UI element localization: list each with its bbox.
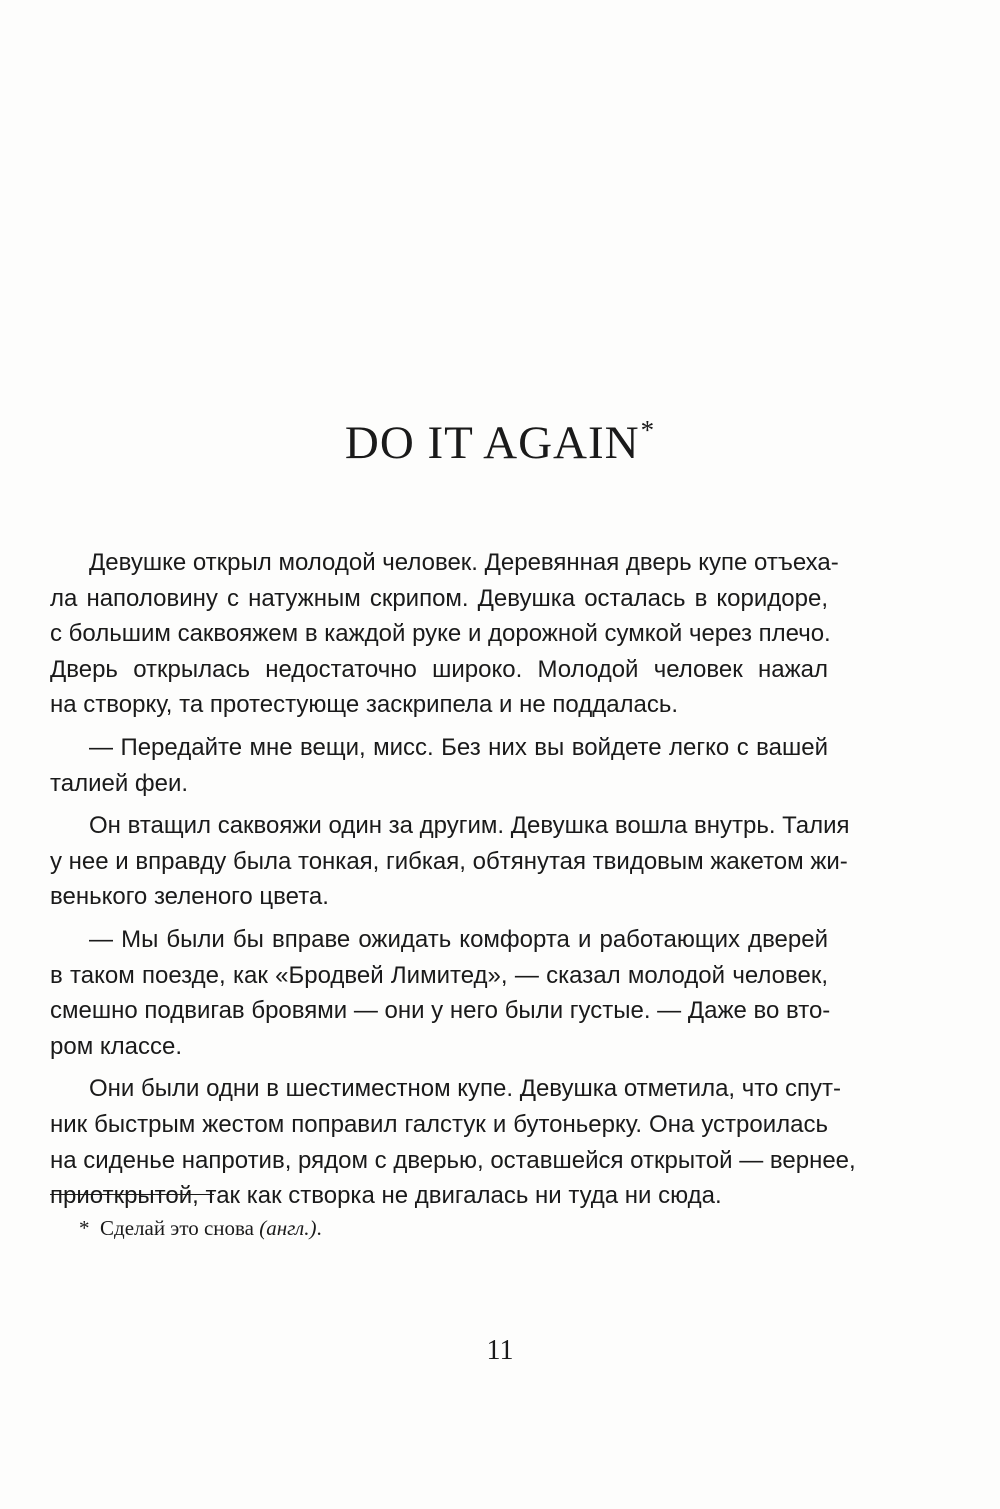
text-line: ром классе.: [50, 1032, 182, 1060]
text-line: у нее и вправду была тонкая, гибкая, обтянутая твидовым жакетом жи-: [50, 847, 848, 875]
paragraph: [50, 922, 831, 1064]
paragraph: [50, 730, 828, 801]
paragraph: [50, 808, 850, 915]
chapter-title-text: DO IT AGAIN: [344, 417, 640, 469]
text-line: приоткрытой, так как створка не двигалась ни туда ни сюда.: [50, 1182, 722, 1210]
text-line: — Передайте мне вещи, мисс. Без них вы войдете легко с вашей: [89, 733, 828, 761]
text-line: ник быстрым жестом поправил галстук и бутоньерку. Она устроилась: [50, 1110, 828, 1138]
text-line: на сиденье напротив, рядом с дверью, оставшейся открытой — вернее,: [50, 1146, 856, 1174]
page-number: 11: [486, 1335, 514, 1366]
text-line: в таком поезде, как «Бродвей Лимитед», — сказал молодой человек,: [50, 961, 828, 989]
text-line: венького зеленого цвета.: [50, 883, 329, 911]
text-line: Они были одни в шестиместном купе. Девушка отметила, что спут-: [89, 1075, 841, 1103]
footnote-end: .: [316, 1216, 322, 1240]
text-line: Девушке открыл молодой человек. Деревянная дверь купе отъеха-: [89, 549, 839, 576]
text-line: на створку, та протестующе заскрипела и не поддалась.: [50, 691, 679, 719]
text-line: Он втащил саквояжи один за другим. Девушка вошла внутрь. Талия: [89, 812, 850, 840]
text-line: ла наполовину с натужным скрипом. Девушка осталась в коридоре,: [50, 584, 828, 612]
footnote: [79, 1216, 322, 1241]
paragraph: [50, 545, 839, 723]
footnote-marker: *: [79, 1216, 90, 1240]
text-line: — Мы были бы вправе ожидать комфорта и работающих дверей: [89, 925, 828, 953]
footnote-language-note: (англ.): [259, 1216, 317, 1240]
paragraph: [50, 1071, 856, 1213]
text-line: талией феи.: [50, 769, 189, 797]
footnote-text: Сделай это снова: [100, 1216, 254, 1240]
text-line: смешно подвигав бровями — они у него были густые. — Даже во вто-: [50, 997, 831, 1025]
text-line: с большим саквояжем в каждой руке и дорожной сумкой через плечо.: [50, 620, 831, 648]
text-line: Дверь открылась недостаточно широко. Молодой человек нажал: [50, 655, 828, 683]
chapter-title: [0, 415, 1000, 470]
body-text: [50, 545, 856, 1214]
footnote-mark: *: [640, 415, 656, 445]
footnote-divider: [50, 1194, 214, 1195]
